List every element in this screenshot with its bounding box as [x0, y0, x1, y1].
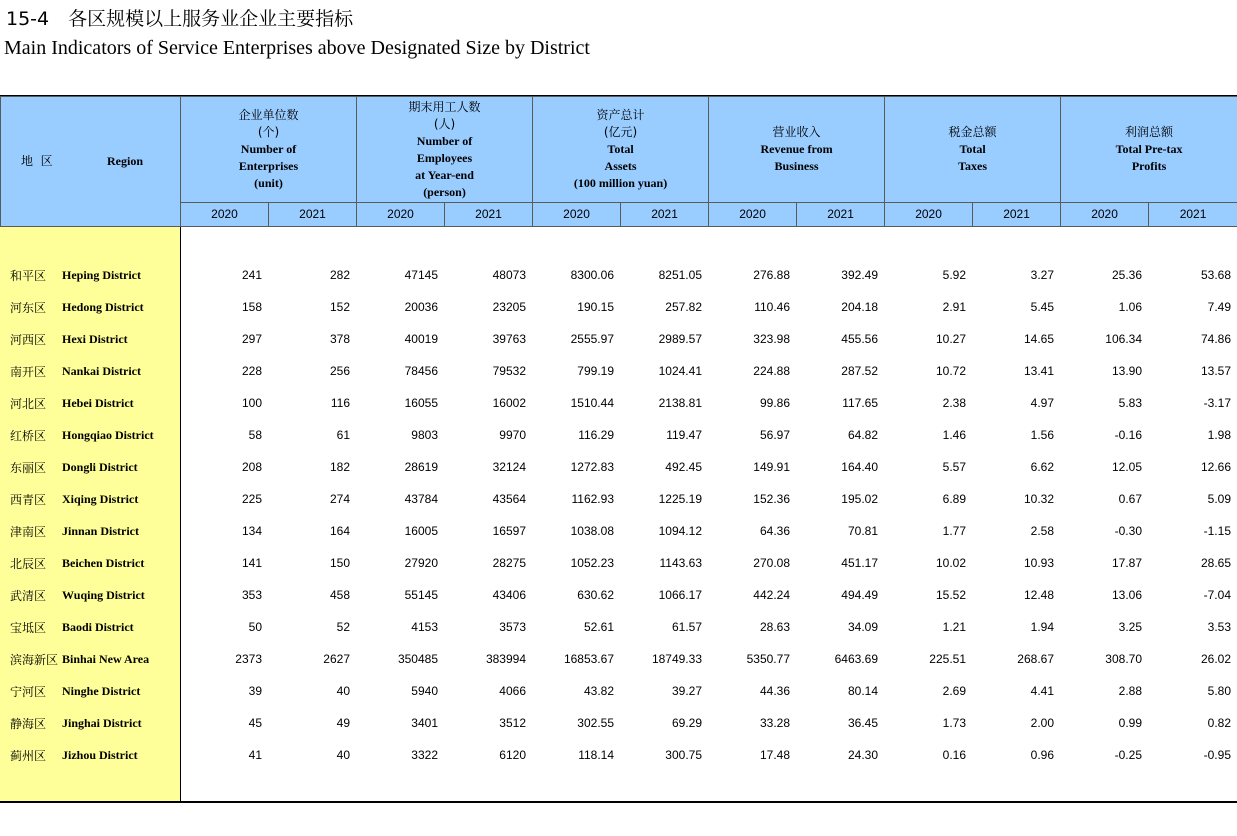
region-name-cn: 津南区 — [10, 524, 47, 539]
value-cell: 2138.81 — [658, 396, 702, 410]
value-cell: 1.56 — [1030, 428, 1054, 442]
value-cell: 117.65 — [842, 396, 878, 410]
value-cell: 392.49 — [841, 268, 878, 282]
header-employees-line: at Year-end — [415, 167, 474, 182]
value-cell: 16055 — [404, 396, 438, 410]
header-revenue-line: 营业收入 — [772, 125, 821, 139]
value-cell: 353 — [241, 588, 262, 602]
value-cell: 224.88 — [753, 364, 790, 378]
value-cell: 16853.67 — [563, 652, 614, 666]
value-cell: 190.15 — [577, 300, 614, 314]
value-cell: 14.65 — [1023, 332, 1054, 346]
value-cell: 48073 — [492, 268, 526, 282]
table-row — [0, 259, 1237, 291]
value-cell: 5.92 — [942, 268, 966, 282]
value-cell: 195.02 — [841, 492, 878, 506]
value-cell: 0.99 — [1118, 716, 1142, 730]
value-cell: 47145 — [404, 268, 438, 282]
value-cell: 5.80 — [1207, 684, 1231, 698]
value-cell: 13.06 — [1111, 588, 1142, 602]
value-cell: 27920 — [404, 556, 438, 570]
value-cell: 300.75 — [665, 748, 702, 762]
value-cell: 2.00 — [1030, 716, 1054, 730]
header-employees-line: 期末用工人数 — [408, 99, 481, 114]
value-cell: 492.45 — [665, 460, 702, 474]
value-cell: 33.28 — [759, 716, 790, 730]
value-cell: 116 — [330, 396, 350, 410]
header-enterprises-line: 企业单位数 — [238, 108, 299, 122]
value-cell: 274 — [329, 492, 350, 506]
value-cell: 1162.93 — [571, 492, 614, 506]
region-name-cn: 静海区 — [10, 716, 47, 731]
value-cell: 61 — [336, 428, 350, 442]
value-cell: 1272.83 — [570, 460, 614, 474]
region-name-en: Binhai New Area — [62, 651, 150, 666]
value-cell: 116.29 — [578, 428, 614, 442]
value-cell: 49 — [336, 716, 350, 730]
value-cell: 12.48 — [1023, 588, 1054, 602]
value-cell: 0.96 — [1030, 748, 1054, 762]
region-name-cn: 西青区 — [10, 492, 47, 507]
table-row — [0, 547, 1237, 579]
value-cell: 5.09 — [1207, 492, 1231, 506]
value-cell: 39 — [248, 684, 262, 698]
region-name-cn: 东丽区 — [10, 460, 47, 475]
value-cell: 458 — [329, 588, 350, 602]
value-cell: 494.49 — [841, 588, 878, 602]
value-cell: 9803 — [411, 428, 438, 442]
header-employees-line: (person) — [423, 184, 466, 199]
header-profits-line: Profits — [1131, 159, 1167, 173]
header-assets-line: Assets — [604, 159, 637, 173]
value-cell: 79532 — [492, 364, 526, 378]
region-name-en: Hexi District — [62, 331, 128, 346]
header-profits-line: 利润总额 — [1125, 125, 1174, 139]
value-cell: 164.40 — [841, 460, 878, 474]
value-cell: 2.58 — [1030, 524, 1054, 538]
value-cell: 13.41 — [1023, 364, 1054, 378]
value-cell: 10.02 — [935, 556, 966, 570]
value-cell: 0.67 — [1118, 492, 1142, 506]
header-taxes-line: Taxes — [958, 159, 987, 173]
value-cell: 25.36 — [1111, 268, 1142, 282]
region-name-en: Nankai District — [62, 363, 141, 378]
value-cell: 6.89 — [942, 492, 966, 506]
region-name-cn: 滨海新区 — [10, 652, 59, 667]
value-cell: 1.21 — [942, 620, 966, 634]
header-taxes-line: Total — [959, 142, 986, 156]
value-cell: 150 — [329, 556, 350, 570]
value-cell: 64.36 — [759, 524, 790, 538]
year-header-taxes: 2020 — [885, 203, 973, 227]
value-cell: 134 — [241, 524, 262, 538]
region-name-en: Ninghe District — [62, 683, 141, 698]
value-cell: 0.82 — [1207, 716, 1231, 730]
value-cell: 6463.69 — [834, 652, 878, 666]
region-name-en: Baodi District — [62, 619, 134, 634]
value-cell: 70.81 — [847, 524, 878, 538]
value-cell: 1225.19 — [658, 492, 702, 506]
header-taxes-line: 税金总额 — [948, 125, 997, 139]
table-row — [0, 291, 1237, 323]
year-header-revenue: 2021 — [797, 203, 885, 227]
header-enterprises-line: (个) — [257, 125, 280, 139]
value-cell: 3322 — [411, 748, 438, 762]
table-row — [0, 323, 1237, 355]
table-row — [0, 739, 1237, 771]
header-assets-line: (亿元) — [603, 125, 638, 139]
region-name-cn: 南开区 — [10, 364, 47, 379]
value-cell: 350485 — [397, 652, 438, 666]
value-cell: -0.16 — [1114, 428, 1142, 442]
value-cell: 158 — [241, 300, 262, 314]
value-cell: 28.63 — [759, 620, 790, 634]
value-cell: 1.46 — [942, 428, 966, 442]
header-revenue — [709, 97, 885, 203]
value-cell: 164 — [329, 524, 350, 538]
value-cell: 2627 — [323, 652, 350, 666]
table-row — [0, 579, 1237, 611]
region-header-en: Region — [107, 154, 143, 168]
value-cell: 50 — [248, 620, 262, 634]
value-cell: 2.91 — [942, 300, 966, 314]
value-cell: 378 — [329, 332, 350, 346]
header-table — [0, 96, 1237, 227]
header-profits — [1061, 97, 1237, 203]
value-cell: 41 — [248, 748, 262, 762]
header-revenue-line: Business — [774, 159, 819, 173]
table-row — [0, 355, 1237, 387]
year-header-enterprises: 2021 — [269, 203, 357, 227]
value-cell: 3512 — [499, 716, 526, 730]
year-header-revenue: 2020 — [709, 203, 797, 227]
header-enterprises-line: (unit) — [254, 176, 283, 190]
region-header-cn: 地 区 — [21, 154, 53, 168]
value-cell: 119.47 — [666, 428, 702, 442]
value-cell: 308.70 — [1105, 652, 1142, 666]
value-cell: 630.62 — [577, 588, 614, 602]
value-cell: 225 — [241, 492, 262, 506]
region-name-cn: 蓟州区 — [10, 748, 47, 763]
value-cell: 1.06 — [1118, 300, 1142, 314]
value-cell: 270.08 — [753, 556, 790, 570]
table-row — [0, 643, 1237, 675]
table-row — [0, 707, 1237, 739]
value-cell: 225.51 — [929, 652, 966, 666]
value-cell: 5.83 — [1118, 396, 1142, 410]
value-cell: 9970 — [499, 428, 526, 442]
header-employees-line: Number of — [416, 133, 473, 148]
value-cell: 15.52 — [935, 588, 966, 602]
value-cell: 4.97 — [1030, 396, 1054, 410]
value-cell: -0.25 — [1114, 748, 1142, 762]
value-cell: 56.97 — [759, 428, 790, 442]
region-name-en: Xiqing District — [62, 491, 139, 506]
page-title-cn: 15-4 各区规模以上服务业企业主要指标 — [6, 8, 354, 30]
value-cell: -7.04 — [1203, 588, 1231, 602]
region-name-cn: 河北区 — [10, 396, 47, 411]
region-name-en: Hebei District — [62, 395, 134, 410]
value-cell: 39763 — [492, 332, 526, 346]
value-cell: 7.49 — [1207, 300, 1231, 314]
value-cell: 1510.44 — [570, 396, 614, 410]
value-cell: 257.82 — [665, 300, 702, 314]
region-name-en: Dongli District — [62, 459, 138, 474]
value-cell: 323.98 — [753, 332, 790, 346]
value-cell: 8300.06 — [570, 268, 614, 282]
value-cell: 5.57 — [942, 460, 966, 474]
year-header-taxes: 2021 — [973, 203, 1061, 227]
value-cell: 26.02 — [1200, 652, 1231, 666]
value-cell: 3401 — [411, 716, 438, 730]
region-name-cn: 和平区 — [10, 268, 47, 283]
region-name-en: Beichen District — [62, 555, 145, 570]
value-cell: 6120 — [499, 748, 526, 762]
value-cell: 12.66 — [1200, 460, 1231, 474]
value-cell: 58 — [248, 428, 262, 442]
table-row — [0, 611, 1237, 643]
value-cell: 61.57 — [671, 620, 702, 634]
value-cell: 1094.12 — [658, 524, 702, 538]
year-header-assets: 2021 — [621, 203, 709, 227]
value-cell: 1024.41 — [658, 364, 702, 378]
value-cell: 118.14 — [578, 748, 614, 762]
header-enterprises-line: Number of — [240, 142, 297, 156]
header-employees-line: (人) — [433, 116, 456, 131]
value-cell: 8251.05 — [658, 268, 702, 282]
value-cell: 28619 — [404, 460, 438, 474]
header-taxes — [885, 97, 1061, 203]
value-cell: 24.30 — [847, 748, 878, 762]
value-cell: 17.87 — [1111, 556, 1142, 570]
value-cell: 43406 — [492, 588, 526, 602]
value-cell: 110.46 — [754, 300, 790, 314]
value-cell: 5940 — [411, 684, 438, 698]
value-cell: 3.27 — [1030, 268, 1054, 282]
value-cell: 13.90 — [1111, 364, 1142, 378]
value-cell: 5350.77 — [746, 652, 790, 666]
value-cell: 241 — [241, 268, 262, 282]
table-row — [0, 675, 1237, 707]
value-cell: 383994 — [485, 652, 526, 666]
value-cell: 18749.33 — [651, 652, 702, 666]
value-cell: -3.17 — [1203, 396, 1231, 410]
value-cell: 53.68 — [1200, 268, 1231, 282]
value-cell: 39.27 — [671, 684, 702, 698]
header-assets — [533, 97, 709, 203]
value-cell: 4153 — [411, 620, 438, 634]
value-cell: 23205 — [492, 300, 526, 314]
header-enterprises-line: Enterprises — [238, 159, 299, 173]
region-name-cn: 河东区 — [10, 300, 47, 315]
region-name-cn: 北辰区 — [10, 556, 47, 571]
value-cell: 268.67 — [1017, 652, 1054, 666]
value-cell: 1.94 — [1030, 620, 1054, 634]
value-cell: 282 — [329, 268, 350, 282]
value-cell: -0.95 — [1203, 748, 1231, 762]
region-name-en: Heping District — [62, 267, 141, 282]
value-cell: 80.14 — [847, 684, 878, 698]
value-cell: 204.18 — [841, 300, 878, 314]
value-cell: 297 — [241, 332, 262, 346]
value-cell: 20036 — [404, 300, 438, 314]
region-name-cn: 红桥区 — [10, 428, 47, 443]
region-name-en: Wuqing District — [62, 587, 145, 602]
value-cell: 28.65 — [1200, 556, 1231, 570]
value-cell: 2.88 — [1118, 684, 1142, 698]
value-cell: 5.45 — [1030, 300, 1054, 314]
value-cell: 10.27 — [935, 332, 966, 346]
value-cell: 4.41 — [1030, 684, 1054, 698]
value-cell: 256 — [329, 364, 350, 378]
value-cell: 40 — [336, 684, 350, 698]
value-cell: 3.53 — [1207, 620, 1231, 634]
region-header — [1, 97, 181, 227]
year-header-profits: 2020 — [1061, 203, 1149, 227]
header-assets-line: 资产总计 — [596, 108, 645, 122]
value-cell: 3573 — [499, 620, 526, 634]
region-name-cn: 宝坻区 — [10, 620, 47, 635]
value-cell: 152.36 — [753, 492, 790, 506]
value-cell: -0.30 — [1114, 524, 1142, 538]
value-cell: 4066 — [499, 684, 526, 698]
value-cell: 28275 — [492, 556, 526, 570]
region-name-cn: 宁河区 — [10, 684, 47, 699]
year-header-employees: 2021 — [445, 203, 533, 227]
value-cell: 2373 — [235, 652, 262, 666]
value-cell: 10.93 — [1023, 556, 1054, 570]
header-assets-line: (100 million yuan) — [573, 176, 668, 190]
value-cell: 64.82 — [847, 428, 878, 442]
header-employees-line: Employees — [416, 150, 473, 165]
table-row — [0, 419, 1237, 451]
value-cell: 1066.17 — [658, 588, 702, 602]
value-cell: 43784 — [404, 492, 438, 506]
year-header-employees: 2020 — [357, 203, 445, 227]
value-cell: 141 — [241, 556, 262, 570]
region-name-en: Hedong District — [62, 299, 144, 314]
year-header-enterprises: 2020 — [181, 203, 269, 227]
table-row — [0, 515, 1237, 547]
header-profits-line: Total Pre-tax — [1115, 142, 1183, 156]
region-name-cn: 河西区 — [10, 332, 47, 347]
region-name-en: Jizhou District — [62, 747, 138, 762]
region-name-en: Jinnan District — [62, 523, 140, 538]
value-cell: 40019 — [404, 332, 438, 346]
value-cell: 16005 — [404, 524, 438, 538]
value-cell: 2.69 — [942, 684, 966, 698]
header-revenue-line: Revenue from — [760, 142, 833, 156]
value-cell: 78456 — [404, 364, 438, 378]
header-assets-line: Total — [607, 142, 634, 156]
value-cell: 1052.23 — [570, 556, 614, 570]
value-cell: 799.19 — [577, 364, 614, 378]
table-bottom-rule — [0, 801, 1237, 803]
value-cell: 16002 — [492, 396, 526, 410]
value-cell: 149.91 — [753, 460, 790, 474]
value-cell: 3.25 — [1118, 620, 1142, 634]
value-cell: 455.56 — [841, 332, 878, 346]
year-header-profits: 2021 — [1149, 203, 1237, 227]
value-cell: 208 — [241, 460, 262, 474]
value-cell: 12.05 — [1111, 460, 1142, 474]
value-cell: 45 — [248, 716, 262, 730]
value-cell: 2989.57 — [658, 332, 702, 346]
table-row — [0, 387, 1237, 419]
value-cell: 1.73 — [942, 716, 966, 730]
value-cell: -1.15 — [1203, 524, 1231, 538]
value-cell: 2555.97 — [570, 332, 614, 346]
region-name-en: Jinghai District — [62, 715, 142, 730]
header-employees — [357, 97, 533, 203]
value-cell: 52.61 — [583, 620, 614, 634]
value-cell: 228 — [241, 364, 262, 378]
data-table — [0, 259, 1237, 771]
region-name-en: Hongqiao District — [62, 427, 154, 442]
value-cell: 32124 — [492, 460, 526, 474]
value-cell: 287.52 — [841, 364, 878, 378]
value-cell: 43.82 — [583, 684, 614, 698]
value-cell: 36.45 — [847, 716, 878, 730]
value-cell: 10.32 — [1023, 492, 1054, 506]
value-cell: 43564 — [492, 492, 526, 506]
value-cell: 1.98 — [1207, 428, 1231, 442]
value-cell: 1038.08 — [570, 524, 614, 538]
value-cell: 1143.63 — [659, 556, 702, 570]
value-cell: 16597 — [492, 524, 526, 538]
value-cell: 302.55 — [577, 716, 614, 730]
value-cell: 55145 — [404, 588, 438, 602]
value-cell: 152 — [329, 300, 350, 314]
region-name-cn: 武清区 — [10, 588, 47, 603]
value-cell: 0.16 — [942, 748, 966, 762]
value-cell: 40 — [336, 748, 350, 762]
header-enterprises — [181, 97, 357, 203]
table-row — [0, 451, 1237, 483]
year-header-assets: 2020 — [533, 203, 621, 227]
value-cell: 74.86 — [1200, 332, 1231, 346]
value-cell: 99.86 — [759, 396, 790, 410]
value-cell: 106.34 — [1105, 332, 1142, 346]
value-cell: 451.17 — [841, 556, 878, 570]
value-cell: 34.09 — [847, 620, 878, 634]
value-cell: 1.77 — [942, 524, 966, 538]
value-cell: 44.36 — [759, 684, 790, 698]
value-cell: 17.48 — [759, 748, 790, 762]
value-cell: 2.38 — [942, 396, 966, 410]
value-cell: 13.57 — [1200, 364, 1231, 378]
value-cell: 276.88 — [753, 268, 790, 282]
page-title-en: Main Indicators of Service Enterprises above Designated Size by District — [4, 37, 590, 59]
value-cell: 442.24 — [753, 588, 790, 602]
value-cell: 52 — [336, 620, 350, 634]
value-cell: 100 — [241, 396, 262, 410]
value-cell: 6.62 — [1030, 460, 1054, 474]
value-cell: 182 — [329, 460, 350, 474]
value-cell: 69.29 — [671, 716, 702, 730]
table-row — [0, 483, 1237, 515]
value-cell: 10.72 — [935, 364, 966, 378]
